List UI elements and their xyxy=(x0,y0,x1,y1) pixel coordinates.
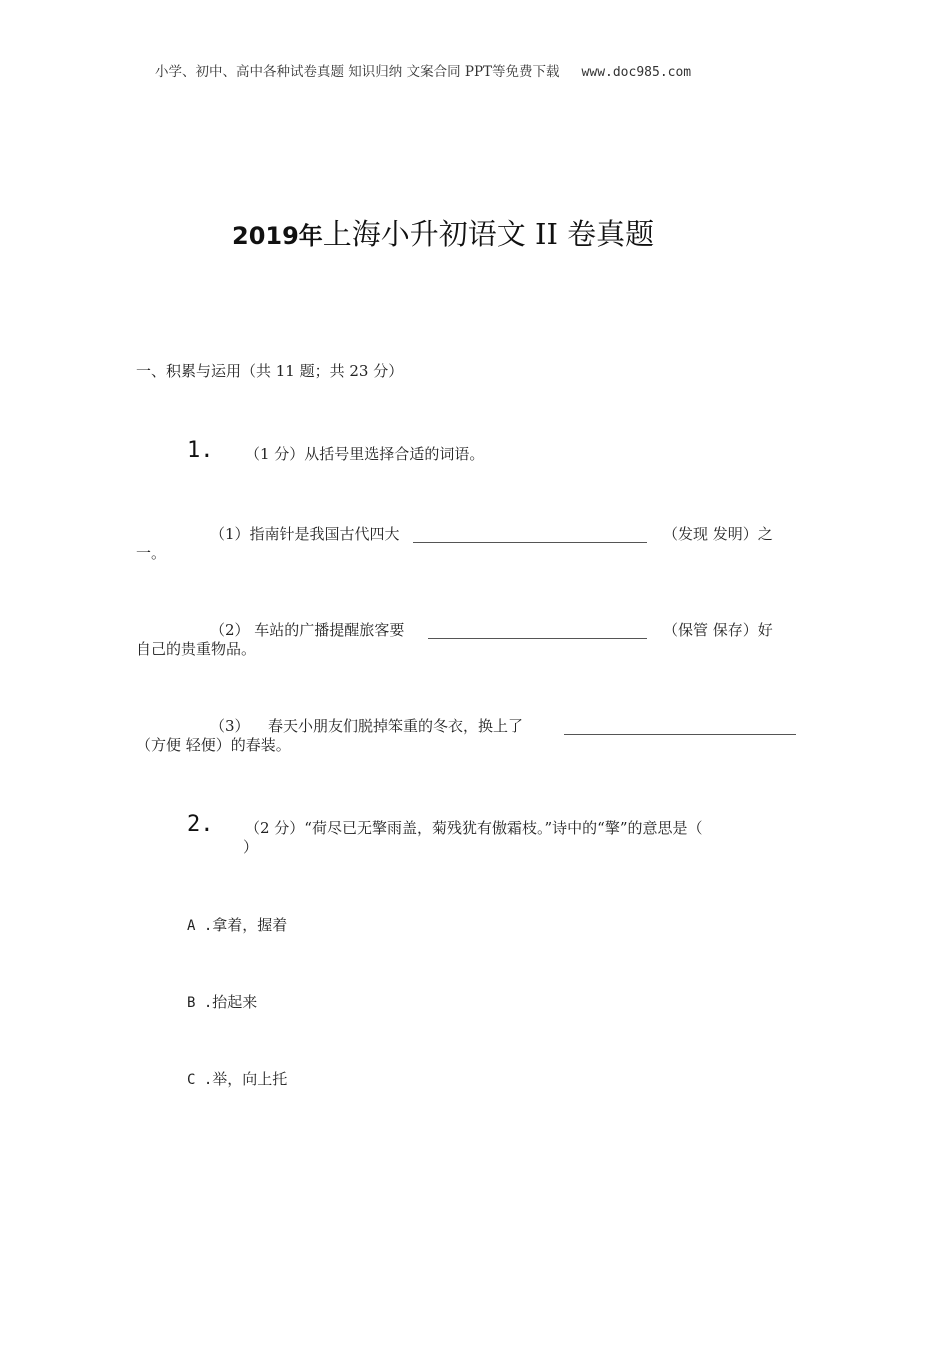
option-c-letter: C . xyxy=(187,1072,213,1088)
q1-sub2-label: （2） 车站的广播提醒旅客要 xyxy=(210,621,405,639)
header-text: 小学、初中、高中各种试卷真题 知识归纳 文案合同 PPT等免费下载 xyxy=(155,64,560,80)
q1-sub1-choices: （发现 发明）之 xyxy=(663,525,773,543)
header-site[interactable]: www.doc985.com xyxy=(581,65,692,80)
option-c-text: 举，向上托 xyxy=(212,1070,288,1088)
page-title xyxy=(232,212,654,253)
q1-sub1-blank[interactable] xyxy=(413,528,647,543)
question-2-stem: （2 分）“荷尽已无擎雨盖，菊残犹有傲霜枝。”诗中的“擎”的意思是（ xyxy=(245,819,703,837)
option-a[interactable] xyxy=(187,914,287,935)
option-b[interactable] xyxy=(187,991,257,1012)
option-c[interactable] xyxy=(187,1068,287,1089)
q1-sub3-blank[interactable] xyxy=(564,720,796,735)
title-year: 2019年 xyxy=(232,222,323,250)
q1-sub1-cont: 一。 xyxy=(136,544,167,562)
section-heading: 一、积累与运用（共 11 题；共 23 分） xyxy=(136,362,404,380)
question-2-stem-end: ） xyxy=(243,838,259,856)
q1-sub1-label: （1）指南针是我国古代四大 xyxy=(210,525,400,543)
q1-sub3-label: （3） xyxy=(210,717,250,735)
question-1-stem: （1 分）从括号里选择合适的词语。 xyxy=(245,445,485,463)
question-1-number: 1. xyxy=(187,438,214,463)
q1-sub2-blank[interactable] xyxy=(428,624,647,639)
q1-sub3-cont: （方便 轻便）的春装。 xyxy=(136,736,291,754)
q1-sub2-cont: 自己的贵重物品。 xyxy=(136,640,257,658)
question-2-number: 2. xyxy=(187,812,214,837)
q1-sub2-choices: （保管 保存）好 xyxy=(663,621,773,639)
title-text: 上海小升初语文 II 卷真题 xyxy=(322,217,655,251)
option-b-text: 抬起来 xyxy=(212,993,258,1011)
option-b-letter: B . xyxy=(187,995,213,1011)
option-a-text: 拿着，握着 xyxy=(212,916,288,934)
option-a-letter: A . xyxy=(187,918,213,934)
q1-sub3-text: 春天小朋友们脱掉笨重的冬衣，换上了 xyxy=(268,717,524,735)
page-header xyxy=(155,60,691,80)
